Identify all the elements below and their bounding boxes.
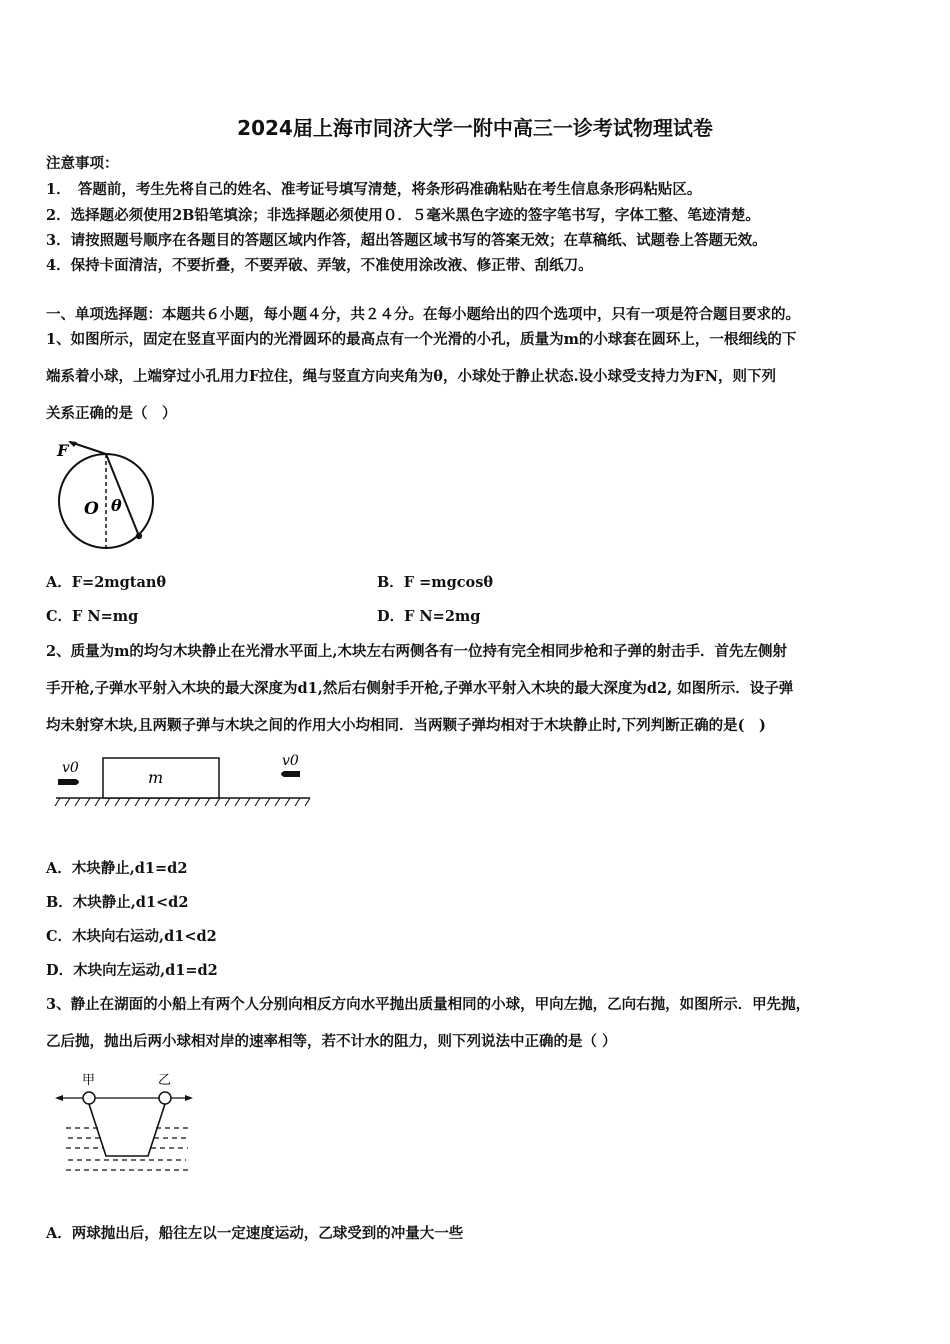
q2-option-a: A．木块静止,d1=d2 [46, 860, 188, 877]
q1-text: 1、如图所示，固定在竖直平面内的光滑圆环的最高点有一个光滑的小孔，质量为m的小球套在圆环上，一根细线的下 [46, 331, 797, 348]
person-jia [83, 1092, 95, 1104]
notice-item: 2．选择题必须使用2B铅笔填涂；非选择题必须使用０．５毫米黑色字迹的签字笔书写，字体工整、笔迹清楚。 [46, 207, 760, 224]
q2-text: 均未射穿木块,且两颗子弹与木块之间的作用大小均相同．当两颗子弹均相对于木块静止时,下列判断正确的是( ) [46, 717, 766, 734]
q3-option-a: A．两球抛出后，船往左以一定速度运动，乙球受到的冲量大一些 [46, 1225, 464, 1242]
left-bullet [58, 779, 79, 785]
notice-item: 1． 答题前，考生先将自己的姓名、准考证号填写清楚，将条形码准确粘贴在考生信息条形码粘贴区。 [46, 181, 702, 198]
q2-text: 手开枪,子弹水平射入木块的最大深度为d1,然后右侧射手开枪,子弹水平射入木块的最大深度为d2, 如图所示．设子弹 [46, 680, 794, 697]
ground-hatch [55, 798, 310, 806]
notice-item: 4．保持卡面清洁，不要折叠，不要弄破、弄皱，不准使用涂改液、修正带、刮纸刀。 [46, 257, 593, 274]
q1-option-a: A．F=2mgtanθ [46, 574, 167, 591]
q3-text: 3、静止在湖面的小船上有两个人分别向相反方向水平抛出质量相同的小球，甲向左抛，乙向右抛，如图所示．甲先抛， [46, 996, 811, 1013]
section-heading: 一、单项选择题：本题共６小题，每小题４分，共２４分。在每小题给出的四个选项中，只有一项是符合题目要求的。 [46, 306, 800, 323]
label-m: m [148, 768, 164, 787]
q1-ring-figure [48, 438, 163, 556]
q2-block-figure [52, 752, 314, 810]
label-v0-right: v0 [282, 753, 299, 769]
label-theta: θ [111, 496, 122, 515]
q1-text: 端系着小球，上端穿过小孔用力F拉住，绳与竖直方向夹角为θ，小球处于静止状态.设小球受支持力为FN，则下列 [46, 368, 777, 385]
q1-text: 关系正确的是（ ） [46, 405, 177, 422]
person-yi [159, 1092, 171, 1104]
ball [136, 533, 142, 539]
q1-option-c: C．F N=mg [46, 608, 139, 625]
q3-text: 乙后抛，抛出后两小球相对岸的速率相等，若不计水的阻力，则下列说法中正确的是（ ） [46, 1033, 617, 1050]
string-line [106, 454, 139, 536]
q3-boat-figure [52, 1068, 197, 1176]
page-title: 2024届上海市同济大学一附中高三一诊考试物理试卷 [237, 116, 713, 140]
label-yi: 乙 [158, 1073, 172, 1088]
notice-item: 3．请按照题号顺序在各题目的答题区域内作答，超出答题区域书写的答案无效；在草稿纸、试题卷上答题无效。 [46, 232, 767, 249]
water-lines [66, 1128, 188, 1170]
right-arrow-icon [185, 1095, 193, 1101]
q1-option-b: B．F =mgcosθ [377, 574, 494, 591]
q2-text: 2、质量为m的均匀木块静止在光滑水平面上,木块左右两侧各有一位持有完全相同步枪和子弹的射击手．首先左侧射 [46, 643, 787, 660]
q2-option-b: B．木块静止,d1<d2 [46, 894, 189, 911]
q2-option-c: C．木块向右运动,d1<d2 [46, 928, 217, 945]
arrowhead-icon [68, 441, 77, 447]
label-v0-left: v0 [62, 760, 79, 776]
label-F: F [57, 441, 69, 460]
right-bullet [281, 771, 300, 777]
notice-heading: 注意事项： [46, 155, 119, 172]
q1-option-d: D．F N=2mg [377, 608, 481, 625]
label-O: O [84, 499, 99, 519]
q2-option-d: D．木块向左运动,d1=d2 [46, 962, 218, 979]
label-jia: 甲 [82, 1073, 96, 1088]
left-arrow-icon [55, 1095, 63, 1101]
